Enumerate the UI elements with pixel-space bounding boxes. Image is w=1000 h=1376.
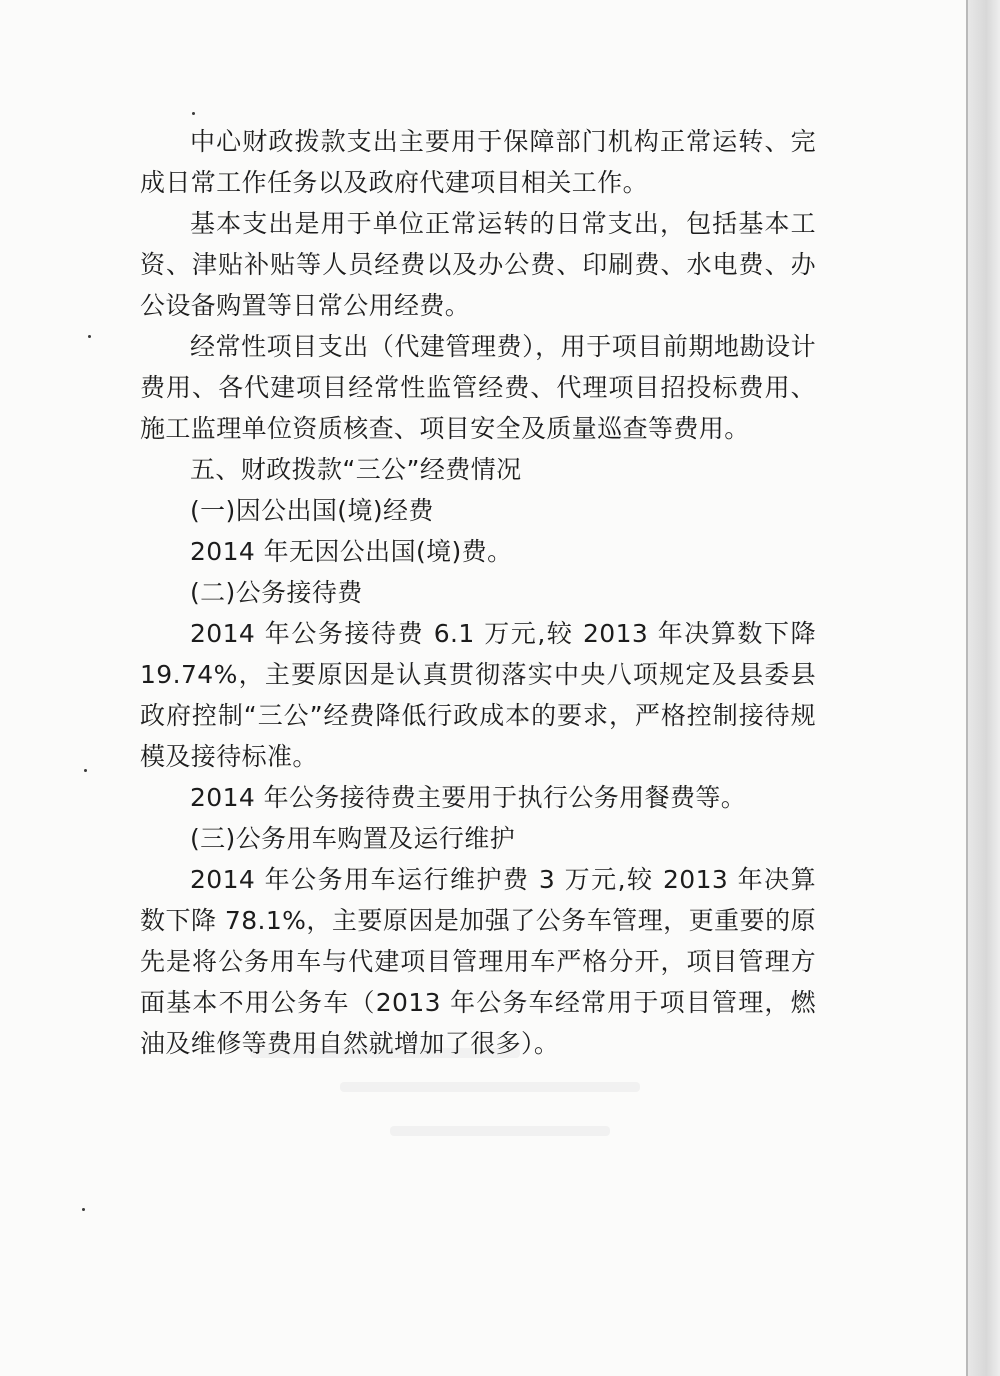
scan-speck xyxy=(82,1208,85,1211)
paragraph-overseas-travel: 2014 年无因公出国(境)费。 xyxy=(190,537,513,566)
document-body xyxy=(140,121,816,1064)
paragraph-funding-purpose: 中心财政拨款支出主要用于保障部门机构正常运转、完成日常工作任务以及政府代建项目相关工作。 xyxy=(140,127,816,197)
paragraph-reception-cost: 2014 年公务接待费 6.1 万元,较 2013 年决算数下降19.74%，主要原因是认真贯彻落实中央八项规定及县委县政府控制“三公”经费降低行政成本的要求，严格控制接待规模及接待标准。 xyxy=(140,619,816,771)
paragraph-project-expenditure: 经常性项目支出（代建管理费），用于项目前期地勘设计费用、各代建项目经常性监管经费、代理项目招投标费用、施工监理单位资质核查、项目安全及质量巡查等费用。 xyxy=(140,332,816,443)
scan-speck xyxy=(88,335,91,338)
scan-edge xyxy=(966,0,1000,1376)
bleed-through-mark xyxy=(340,1082,640,1092)
paragraph-vehicle-cost: 2014 年公务用车运行维护费 3 万元,较 2013 年决算数下降 78.1%，主要原因是加强了公务车管理，更重要的原先是将公务用车与代建项目管理用车严格分开，项目管理方面基本不用公务车（2013 年公务车经常用于项目管理，燃油及维修等费用自然就增加了很多）。 xyxy=(140,865,816,1058)
subheading-vehicles: (三)公务用车购置及运行维护 xyxy=(190,824,516,853)
bleed-through-mark xyxy=(390,1126,610,1136)
subheading-overseas-travel: (一)因公出国(境)经费 xyxy=(190,496,434,525)
section-heading-three-public: 五、财政拨款“三公”经费情况 xyxy=(190,455,522,484)
subheading-reception: (二)公务接待费 xyxy=(190,578,363,607)
scan-speck xyxy=(192,112,195,115)
scan-speck xyxy=(84,769,87,772)
paragraph-reception-usage: 2014 年公务接待费主要用于执行公务用餐费等。 xyxy=(190,783,747,812)
paragraph-basic-expenditure: 基本支出是用于单位正常运转的日常支出，包括基本工资、津贴补贴等人员经费以及办公费、印刷费、水电费、办公设备购置等日常公用经费。 xyxy=(140,209,816,320)
scan-edge-line xyxy=(966,0,968,1376)
